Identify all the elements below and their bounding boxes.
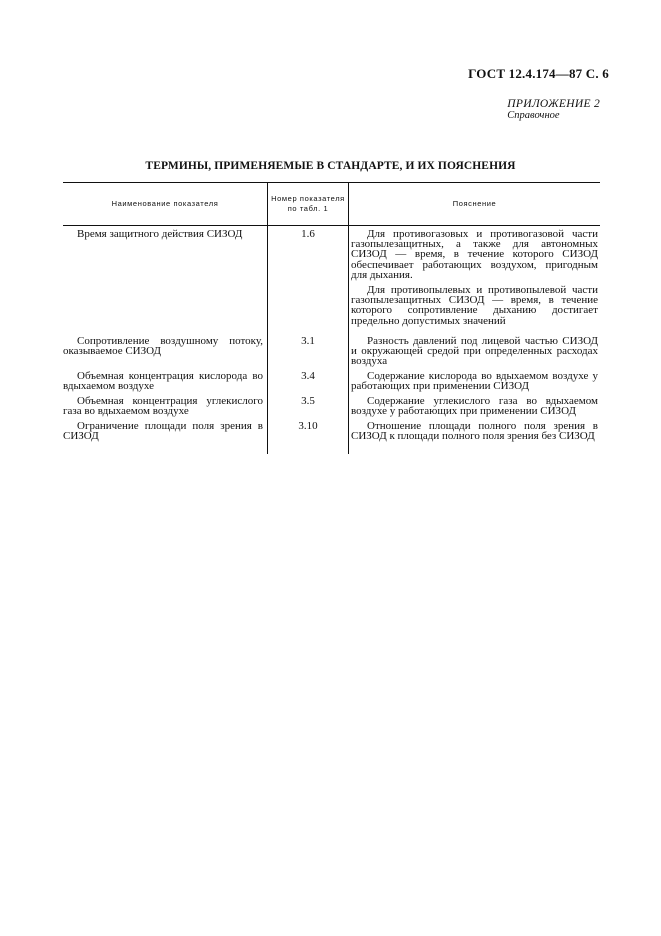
row-name: Сопротивление воздушному потоку, оказываемое СИЗОД <box>63 335 263 358</box>
row-explanation: Разность давлений под лицевой частью СИЗОД и окружающей средой при определенных расходах воздуха <box>351 335 598 368</box>
appendix-label: ПРИЛОЖЕНИЕ 2 <box>507 98 600 110</box>
document-code: ГОСТ 12.4.174—87 С. 6 <box>468 66 609 81</box>
row-explanation-paragraph: Для противогазовых и противогазовой части газопылезащитных, а также для автономных СИЗОД — время, в течение которого СИЗОД обеспечивает работающих воздухом, пригодным для дыхания. <box>351 228 598 281</box>
row-number: 3.5 <box>301 395 315 407</box>
row-name: Время защитного действия СИЗОД <box>77 228 243 240</box>
row-explanation-paragraph: Для противопылевых и противопылевой части газопылезащитных СИЗОД — время, в течение которого сопротивление дыханию достигает предельно допустимых значений <box>351 284 598 327</box>
row-name: Ограничение площади поля зрения в СИЗОД <box>63 420 263 443</box>
row-number: 3.4 <box>301 370 315 382</box>
table-header-rule <box>63 225 600 226</box>
row-number: 1.6 <box>301 228 315 240</box>
row-number: 3.10 <box>298 420 318 432</box>
row-name: Объемная концентрация кислорода во вдыхаемом воздухе <box>63 370 263 393</box>
header-name: Наименование показателя <box>111 198 219 208</box>
page-title: ТЕРМИНЫ, ПРИМЕНЯЕМЫЕ В СТАНДАРТЕ, И ИХ ПОЯСНЕНИЯ <box>145 160 516 172</box>
appendix-type: Справочное <box>507 110 560 121</box>
row-explanation <box>351 229 598 326</box>
appendix-label-block <box>507 98 600 122</box>
row-number: 3.1 <box>301 335 315 347</box>
row-explanation: Отношение площади полного поля зрения в СИЗОД к площади полного поля зрения без СИЗОД <box>351 420 598 443</box>
header-number: Номер показателя по табл. 1 <box>271 193 345 213</box>
row-explanation: Содержание кислорода во вдыхаемом воздухе у работающих при применении СИЗОД <box>351 370 598 393</box>
header-explanation: Пояснение <box>452 198 497 208</box>
row-name: Объемная концентрация углекислого газа во вдыхаемом воздухе <box>63 395 263 418</box>
row-explanation: Содержание углекислого газа во вдыхаемом воздухе у работающих при применении СИЗОД <box>351 395 598 418</box>
